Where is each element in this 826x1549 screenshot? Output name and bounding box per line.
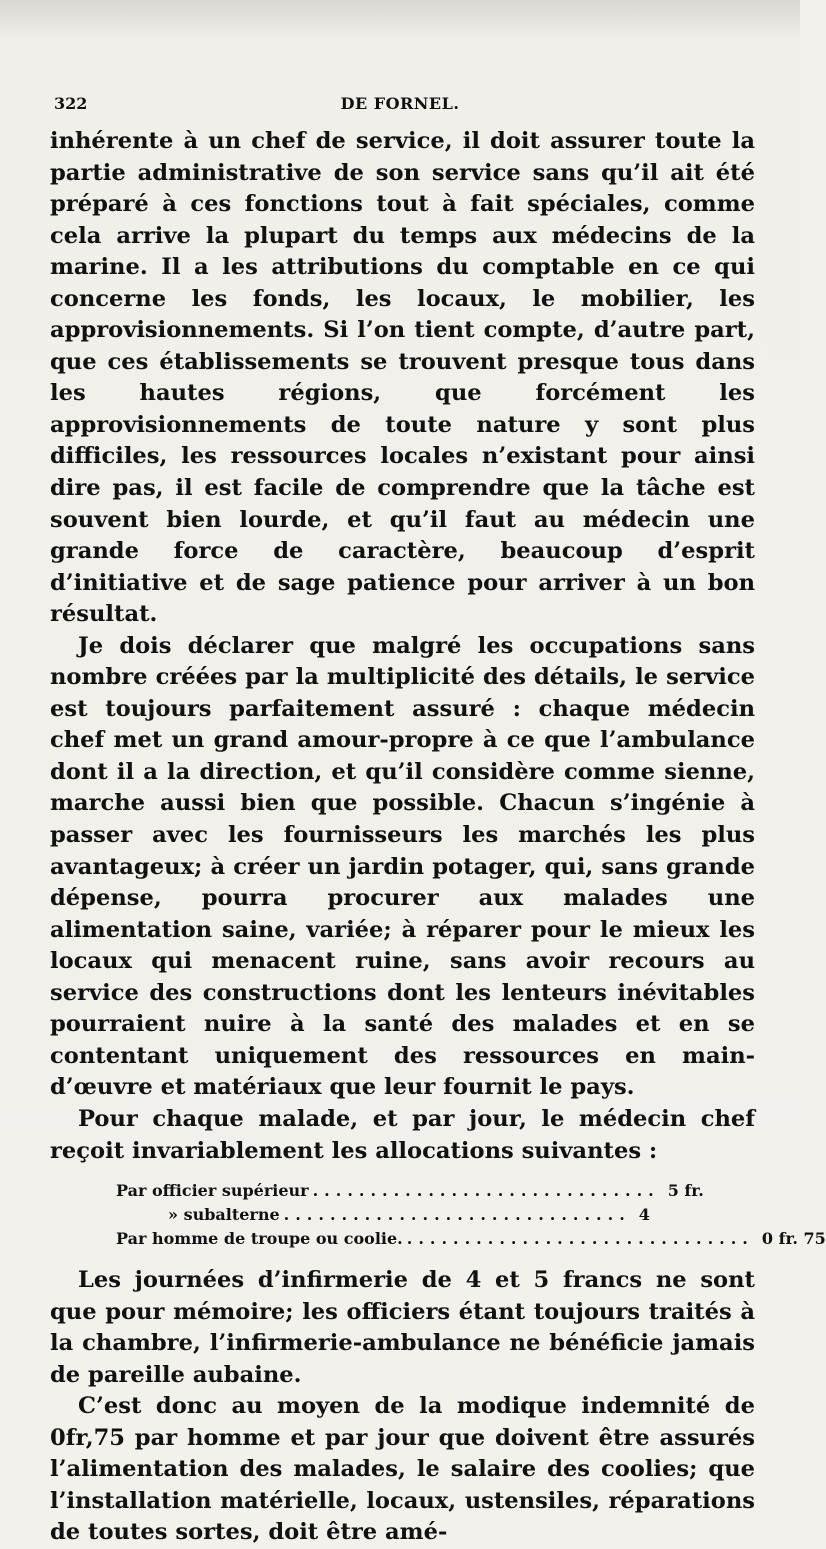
leader-dots: .............................. — [283, 1205, 631, 1225]
allocation-label: » subalterne — [168, 1205, 280, 1225]
allocation-amount: 4 — [638, 1205, 650, 1225]
allocation-label: Par homme de troupe ou coolie. — [116, 1229, 403, 1249]
page-number: 322 — [54, 94, 88, 113]
running-title: DE FORNEL. — [340, 94, 460, 113]
paragraph: Pour chaque malade, et par jour, le médecin chef reçoit invariablement les allocations suivantes : — [50, 1105, 755, 1164]
paragraph: Les journées d’infirmerie de 4 et 5 francs ne sont que pour mémoire; les officiers étant toujours traités à la chambre, l’infirmerie-ambulance ne bénéficie jamais de pareille aubaine. — [50, 1267, 755, 1388]
allocation-label: Par officier supérieur — [116, 1181, 309, 1201]
allocation-row — [116, 1227, 826, 1251]
page-header — [46, 90, 754, 120]
paragraph: Je dois déclarer que malgré les occupations sans nombre créées par la multiplicité des détails, le service est toujours parfaitement assuré : chaque médecin chef met un grand amour-propre à ce que l’ambulance dont il a la direction, et qu’il considère comme sienne, marche aussi bien que possible. Chacun s’ingénie à passer avec les fournisseurs les marchés les plus avantageux; à créer un jardin potager, qui, sans grande dépense, pourra procurer aux malades une alimentation saine, variée; à réparer pour le mieux les locaux qui menacent ruine, sans avoir recours au service des constructions dont les lenteurs inévitables pourraient nuire à la santé des malades et en se contentant uniquement des ressources en main-d’œuvre et matériaux que leur fournit le pays. — [50, 632, 755, 1101]
paragraph: C’est donc au moyen de la modique indemnité de 0fr,75 par homme et par jour que doivent être assurés l’alimentation des malades, le salaire des coolies; que l’installation matérielle, locaux, ustensiles, réparations de toutes sortes, doit être amé- — [50, 1393, 755, 1546]
body-text — [50, 126, 826, 1549]
allocation-amount: 0 fr. 75 — [761, 1229, 826, 1249]
allocation-row — [116, 1203, 735, 1227]
leader-dots: .............................. — [406, 1229, 754, 1249]
allocation-row — [116, 1179, 735, 1203]
allocation-amount: 5 fr. — [667, 1181, 704, 1201]
paragraph: inhérente à un chef de service, il doit assurer toute la partie administrative de son service sans qu’il ait été préparé à ces fonctions tout à fait spéciales, comme cela arrive la plupart du temps aux médecins de la marine. Il a les attributions du comptable en ce qui concerne les fonds, les locaux, le mobilier, les approvisionnements. Si l’on tient compte, d’autre part, que ces établissements se trouvent presque tous dans les hautes régions, que forcément les approvisionnements de toute nature y sont plus difficiles, les ressources locales n’existant pour ainsi dire pas, il est facile de comprendre que la tâche est souvent bien lourde, et qu’il faut au médecin une grande force de caractère, beaucoup d’esprit d’initiative et de sage patience pour arriver à un bon résultat. — [50, 128, 755, 628]
leader-dots: .............................. — [312, 1181, 660, 1201]
allocations-table — [50, 1179, 826, 1251]
